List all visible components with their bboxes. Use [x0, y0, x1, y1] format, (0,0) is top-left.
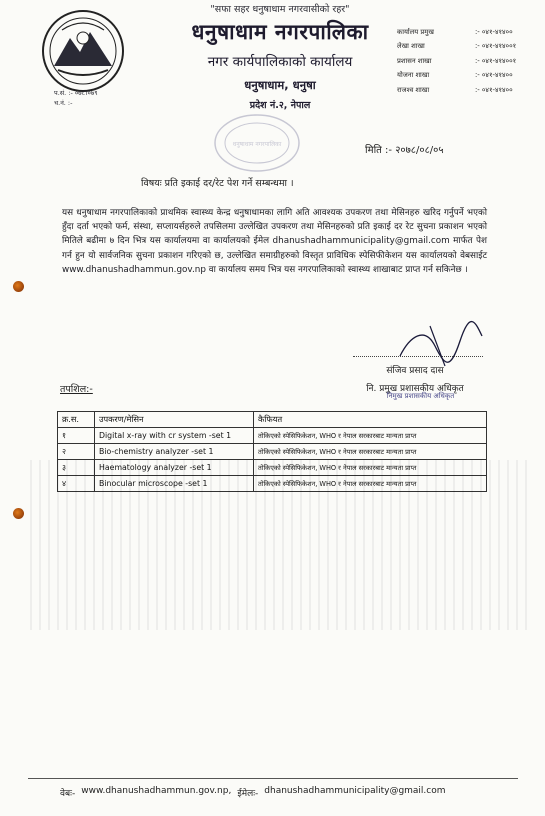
signer-post: नि. प्रमुख प्रशासकीय अधिकृत [366, 384, 464, 394]
table-cell: Haematology analyzer -set 1 [95, 460, 254, 476]
contact-label: योजना शाखा [397, 71, 430, 80]
table-row [58, 444, 487, 460]
reference-number: प.सं. :- ०७८।०७९ [54, 89, 98, 97]
dispatch-number: च.नं. :- [54, 99, 73, 107]
notice-body: यस धनुषाधाम नगरपालिकाको प्राथमिक स्वास्थ्य केन्द्र धनुषाधामका लागि अति आवश्यक उपकरण तथा मेसिनहरु खरिद गर्नुपर्ने भएको हुँदा दर्ता भएको फर्म, संस्था, सप्लायर्सहरुले तपसिलमा उल्लेखित उपकरण तथा मेसिनहरुको प्रति इकाई दर रेट सुचना प्रकाशन भएको मितिले बढीमा ७ दिन भित्र यस कार्यालयमा वा कार्यालयको ईमेल dhanushadhammunicipality@gmail.com मार्फत पेश गर्न हुन यो सार्वजनिक सुचना प्रकाशन गरिएको छ, उल्लेखित समाग्रीहरुको विस्तृत प्राविधिक स्पेसिफीकेशन यस कार्यालयको वेबसाईट www.dhanushadhammun.gov.np वा कार्यालय समय भित्र यस नगरपालिकाको स्वास्थ्य शाखाबाट प्राप्त गर्न सकिनेछ । [62, 208, 487, 275]
office-subtitle: नगर कार्यपालिकाको कार्यालय [207, 54, 353, 70]
address-line-2: प्रदेश नं.२, नेपाल [249, 100, 311, 111]
column-header: कैफियत [254, 412, 487, 428]
table-cell: तोकिएको स्पेसिफिकेशन, WHO र नेपाल सरकारबाट मान्यता प्राप्त [254, 428, 487, 444]
contact-row [397, 68, 545, 83]
contact-value: :- ०४१-४१४०० [475, 27, 513, 36]
table-cell: Digital x-ray with cr system -set 1 [95, 428, 254, 444]
email-link[interactable]: dhanushadhammunicipality@gmail.com [264, 786, 446, 796]
punch-hole [13, 281, 24, 292]
table-cell: Binocular microscope -set 1 [95, 476, 254, 492]
table-cell: १ [58, 428, 95, 444]
table-cell: तोकिएको स्पेसिफिकेशन, WHO र नेपाल सरकारबाट मान्यता प्राप्त [254, 444, 487, 460]
contact-label: लेखा शाखा [397, 42, 425, 51]
contact-label: प्रशासन शाखा [397, 56, 432, 65]
table-cell: ४ [58, 476, 95, 492]
column-header: क्र.स. [58, 412, 95, 428]
stamp-text: धनुषाधाम नगरपालिका [232, 141, 282, 148]
details-label: तपशिल:- [60, 384, 93, 395]
website-link[interactable]: www.dhanushadhammun.gov.np, [81, 786, 232, 796]
email-label: ईमेलः- [237, 789, 259, 799]
table-header-row [58, 412, 487, 428]
address-line-1: धनुषाधाम, धनुषा [244, 78, 316, 92]
show-through-texture [30, 460, 530, 630]
contact-list [397, 24, 545, 97]
contact-row [397, 39, 545, 54]
footer [60, 786, 520, 799]
contact-row [397, 82, 545, 97]
punch-hole [13, 508, 24, 519]
table-cell: ३ [58, 460, 95, 476]
municipality-logo [40, 8, 126, 94]
letter-date: मिति :- २०७८/०८/०५ [365, 145, 444, 156]
footer-divider [28, 778, 518, 779]
signer-stamp: निमुख प्रशासकीय अधिकृत [386, 392, 455, 400]
contact-row [397, 24, 545, 39]
table-cell: तोकिएको स्पेसिफिकेशन, WHO र नेपाल सरकारबाट मान्यता प्राप्त [254, 460, 487, 476]
contact-value: :- ०४१-४१४०० [475, 71, 513, 80]
tagline: "सफा सहर धनुषाधाम नगरवासीको रहर" [210, 4, 350, 15]
signer-name: संजिव प्रसाद दास [386, 366, 444, 376]
contact-row [397, 53, 545, 68]
table-row [58, 428, 487, 444]
letter-subject: विषयः प्रति इकाई दर/रेट पेश गर्ने सम्बन्धमा । [141, 178, 294, 189]
contact-value: :- ०४१-४१४००१ [475, 42, 517, 51]
office-stamp [210, 108, 305, 178]
contact-value: :- ०४१-४१४०० [475, 85, 513, 94]
contact-label: राजश्व शाखा [397, 85, 430, 94]
table-cell: २ [58, 444, 95, 460]
column-header: उपकरण/मेसिन [95, 412, 254, 428]
page-title: धनुषाधाम नगरपालिका [191, 20, 369, 44]
table-cell: तोकिएको स्पेसिफिकेशन, WHO र नेपाल सरकारबाट मान्यता प्राप्त [254, 476, 487, 492]
contact-value: :- ०४१-४१४००१ [475, 56, 517, 65]
contact-label: कार्यालय प्रमुख [397, 27, 434, 36]
table-cell: Bio-chemistry analyzer -set 1 [95, 444, 254, 460]
web-label: वेबः- [60, 789, 76, 799]
signature-line [353, 356, 483, 357]
